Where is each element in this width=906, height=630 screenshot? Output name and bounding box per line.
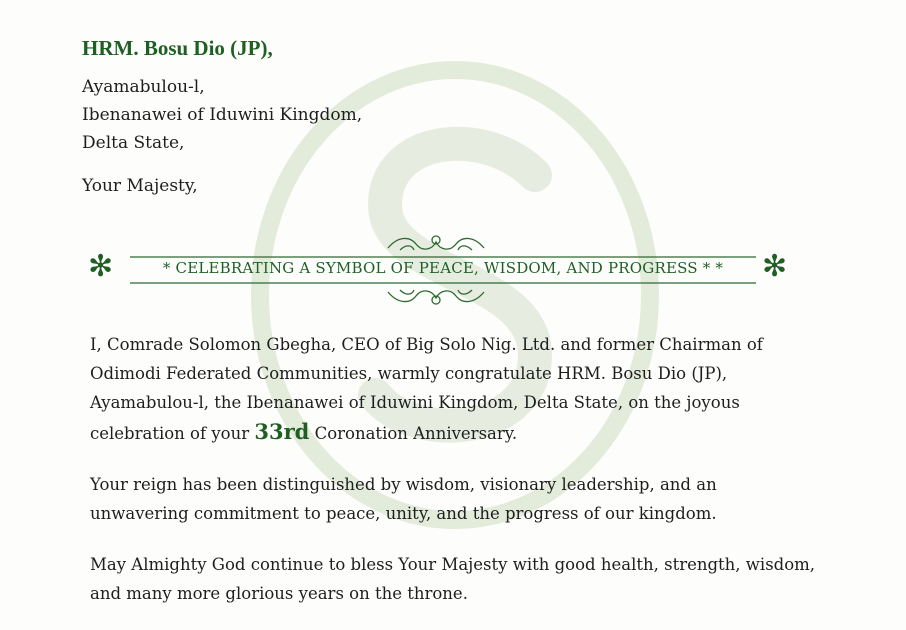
salutation: Your Majesty,: [82, 176, 198, 196]
left-star-icon: ✻: [88, 249, 114, 284]
address-line-3: Delta State,: [82, 133, 185, 153]
right-star-icon: ✻: [762, 249, 788, 284]
paragraph-blessing: May Almighty God continue to bless Your Majesty with good health, strength, wisdom, and many more glorious years on the throne.: [90, 555, 816, 603]
address-line-2: Ibenanawei of Iduwini Kingdom,: [82, 105, 363, 125]
paragraph-1-ending: Coronation Anniversary.: [309, 424, 518, 443]
letter-body: [90, 330, 820, 630]
banner-title: * CELEBRATING A SYMBOL OF PEACE, WISDOM, AND PROGRESS * *: [162, 259, 724, 277]
celebration-banner: [0, 228, 906, 308]
recipient-address: [82, 36, 362, 157]
paragraph-congratulations: [90, 330, 820, 448]
anniversary-number: 33rd: [254, 419, 310, 444]
address-line-1: Ayamabulou-l,: [82, 77, 205, 97]
paragraph-1-text: I, Comrade Solomon Gbegha, CEO of Big Solo Nig. Ltd. and former Chairman of Odimodi Federated Communities, warmly congratulate HRM. Bosu Dio (JP), Ayamabulou-l, the Ibenanawei of Iduwini Kingdom, Delta State, on the joyous celebration of your: [90, 335, 763, 443]
addressee-name: HRM. Bosu Dio (JP),: [82, 36, 273, 60]
paragraph-reign: Your reign has been distinguished by wisdom, visionary leadership, and an unwavering commitment to peace, unity, and the progress of our kingdom.: [90, 475, 717, 523]
